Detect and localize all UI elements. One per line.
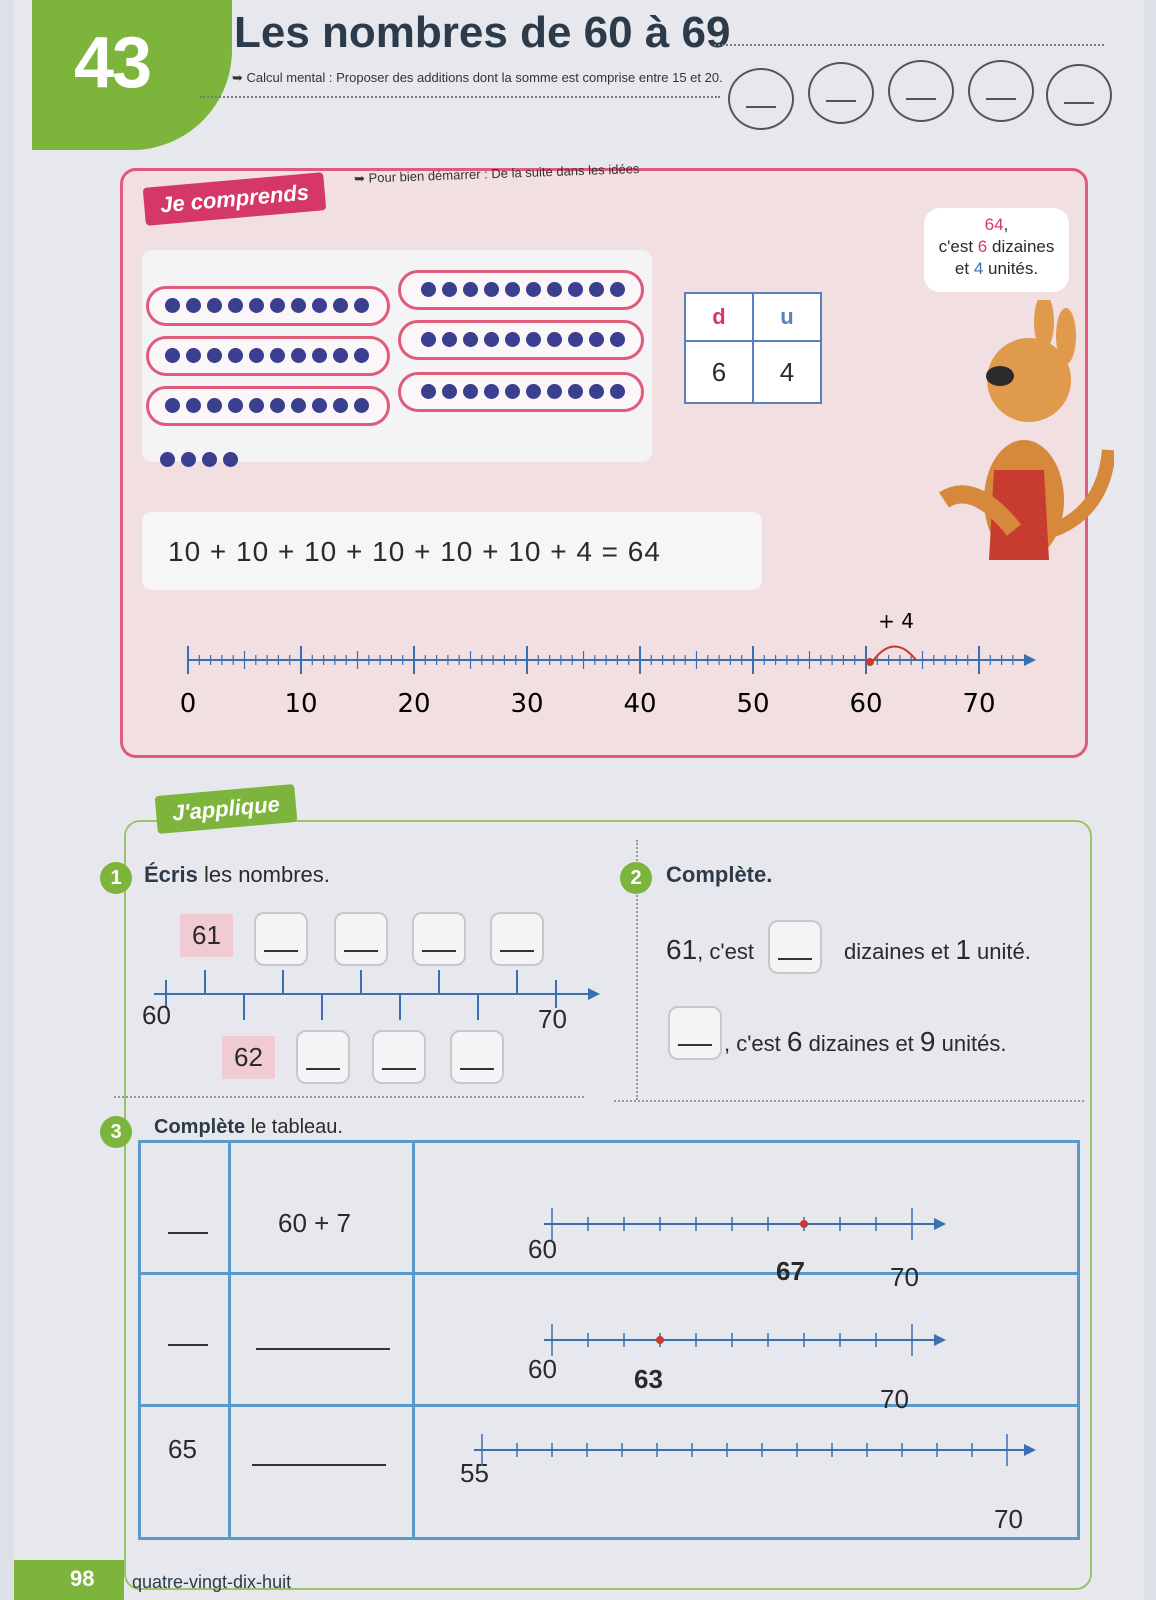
section-divider [614, 1100, 1084, 1102]
decomposition-equation: 10 + 10 + 10 + 10 + 10 + 10 + 4 = 64 [142, 512, 762, 590]
ex1-answer-box[interactable] [334, 912, 388, 966]
ex2-line1-num: 61 [666, 934, 698, 965]
ex3-r2-number-line [534, 1320, 954, 1360]
ex2-answer-tens[interactable] [768, 920, 822, 974]
units-value: 4 [753, 341, 821, 403]
ex3-r1-target: 67 [776, 1256, 805, 1286]
workbook-page [14, 0, 1144, 1600]
speech-bubble [924, 208, 1069, 292]
ex3-r1-end: 70 [890, 1262, 919, 1292]
ex3-r2-blank-1[interactable] [168, 1344, 208, 1346]
ex2-line1-text-c: unité. [977, 939, 1031, 964]
ex3-r2-blank-2[interactable] [256, 1348, 390, 1350]
lesson-number: 43 [74, 23, 151, 103]
ex1-label-70: 70 [538, 1004, 567, 1034]
ex1-verb: Écris [144, 862, 198, 887]
ten-dots-bar [146, 286, 390, 326]
page-number-words: quatre-vingt-dix-huit [132, 1572, 292, 1592]
page-number: 98 [14, 1560, 124, 1600]
bubble-number: 64 [984, 215, 1004, 234]
eval-ring-3[interactable] [888, 60, 954, 122]
bubble-text-1: c'est [938, 237, 974, 256]
number-line-label: 70 [962, 689, 996, 719]
ex2-line1-text-a: , c'est [697, 939, 754, 964]
ex3-verb: Complète [154, 1116, 246, 1138]
tens-value: 6 [685, 341, 753, 403]
ex2-line-1-start [666, 934, 754, 966]
ex3-rest: le tableau. [250, 1116, 343, 1138]
ex3-r3-blank[interactable] [252, 1464, 386, 1466]
ex1-answer-box[interactable] [490, 912, 544, 966]
ex3-r1-number-line [534, 1204, 954, 1244]
number-line-label: 40 [623, 689, 657, 719]
je-comprends-tag: Je comprends [143, 172, 327, 226]
bubble-text-3: et [954, 259, 970, 278]
mental-calc-note: ➥ Calcul mental : Proposer des additions dont la somme est comprise entre 15 et 20. [232, 70, 723, 85]
number-line-label: 60 [849, 689, 883, 719]
ten-dots-bar [398, 372, 644, 412]
ex2-line2-units: 9 [919, 1026, 936, 1057]
j-applique-tag: J'applique [155, 784, 298, 834]
number-line-label: 20 [397, 689, 431, 719]
header-dotted-line [714, 44, 1104, 46]
ex3-col-divider [228, 1140, 231, 1540]
bubble-text-4: unités. [988, 259, 1039, 278]
ex1-answer-box[interactable] [450, 1030, 504, 1084]
ten-dots-bar [398, 320, 644, 360]
ex3-r3-start: 55 [460, 1458, 489, 1488]
eval-ring-1[interactable] [728, 68, 794, 130]
title-underline [200, 96, 720, 98]
number-line-label: 10 [284, 689, 318, 719]
ex3-row-divider [138, 1404, 1080, 1407]
kangaroo-mascot-icon [934, 300, 1114, 580]
ex2-line2-tens: 6 [786, 1026, 803, 1057]
ex3-row-divider [138, 1272, 1080, 1275]
page-title: Les nombres de 60 à 69 [234, 8, 731, 57]
ex3-col-divider [412, 1140, 415, 1540]
section-divider-left [114, 1096, 584, 1098]
ten-dots-bar [146, 336, 390, 376]
ex1-label-60: 60 [142, 1000, 171, 1030]
ex2-line-2 [724, 1026, 1006, 1058]
bubble-comma: , [1003, 215, 1009, 234]
start-note-text: Pour bien démarrer : De la suite dans les idées [368, 161, 640, 186]
ex3-r3-number-line [464, 1430, 1054, 1470]
ex1-answer-box[interactable] [412, 912, 466, 966]
number-line-label: 0 [179, 689, 197, 719]
ex2-line2-text-c: unités. [941, 1031, 1007, 1056]
eval-ring-4[interactable] [968, 60, 1034, 122]
eval-ring-5[interactable] [1046, 64, 1112, 126]
exercise-3-number: 3 [100, 1116, 132, 1148]
bubble-tens: 6 [977, 237, 988, 256]
ex1-answer-box[interactable] [254, 912, 308, 966]
ex3-r1-blank[interactable] [168, 1232, 208, 1234]
ex1-answer-box[interactable] [372, 1030, 426, 1084]
ex2-line1-unit: 1 [955, 934, 971, 965]
ex2-verb: Complète. [666, 862, 773, 887]
number-line-label: 50 [736, 689, 770, 719]
ex3-r3-number: 65 [168, 1434, 197, 1464]
start-note: ➥ Pour bien démarrer : De la suite dans les idées [353, 161, 640, 186]
ex3-r2-start: 60 [528, 1354, 557, 1384]
exercise-3-instruction [154, 1116, 343, 1139]
ex1-rest: les nombres. [203, 862, 330, 887]
bubble-units: 4 [973, 259, 984, 278]
mental-calc-text: Calcul mental : Proposer des additions dont la somme est comprise entre 15 et 20. [246, 70, 723, 85]
number-line-label: 30 [510, 689, 544, 719]
ten-dots-bar [146, 386, 390, 426]
eval-ring-2[interactable] [808, 62, 874, 124]
exercise-1-instruction [144, 862, 330, 888]
ex2-line2-text-b: dizaines et [808, 1031, 914, 1056]
ex2-line-1-end [844, 934, 1031, 966]
exercise-1-number: 1 [100, 862, 132, 894]
ex2-answer-number[interactable] [668, 1006, 722, 1060]
units-header: u [753, 293, 821, 341]
ex3-r2-target: 63 [634, 1364, 663, 1394]
ex2-line1-text-b: dizaines et [844, 939, 950, 964]
ten-dots-bar [398, 270, 644, 310]
jump-label: + 4 [878, 610, 914, 633]
ex3-r3-end: 70 [994, 1504, 1023, 1534]
number-line-0-70 [164, 610, 1044, 720]
ex3-r1-expression: 60 + 7 [278, 1208, 352, 1238]
bubble-text-2: dizaines [992, 237, 1055, 256]
exercise-2-instruction [666, 862, 772, 888]
ex3-r1-start: 60 [528, 1234, 557, 1264]
ex2-line2-text-a: , c'est [724, 1031, 781, 1056]
exercise-2-number: 2 [620, 862, 652, 894]
four-unit-dots [160, 452, 244, 472]
ex1-given-61: 61 [180, 914, 233, 957]
ex1-given-62: 62 [222, 1036, 275, 1079]
tens-units-table [684, 292, 822, 404]
tens-header: d [685, 293, 753, 341]
ex3-r2-end: 70 [880, 1384, 909, 1414]
ex1-answer-box[interactable] [296, 1030, 350, 1084]
